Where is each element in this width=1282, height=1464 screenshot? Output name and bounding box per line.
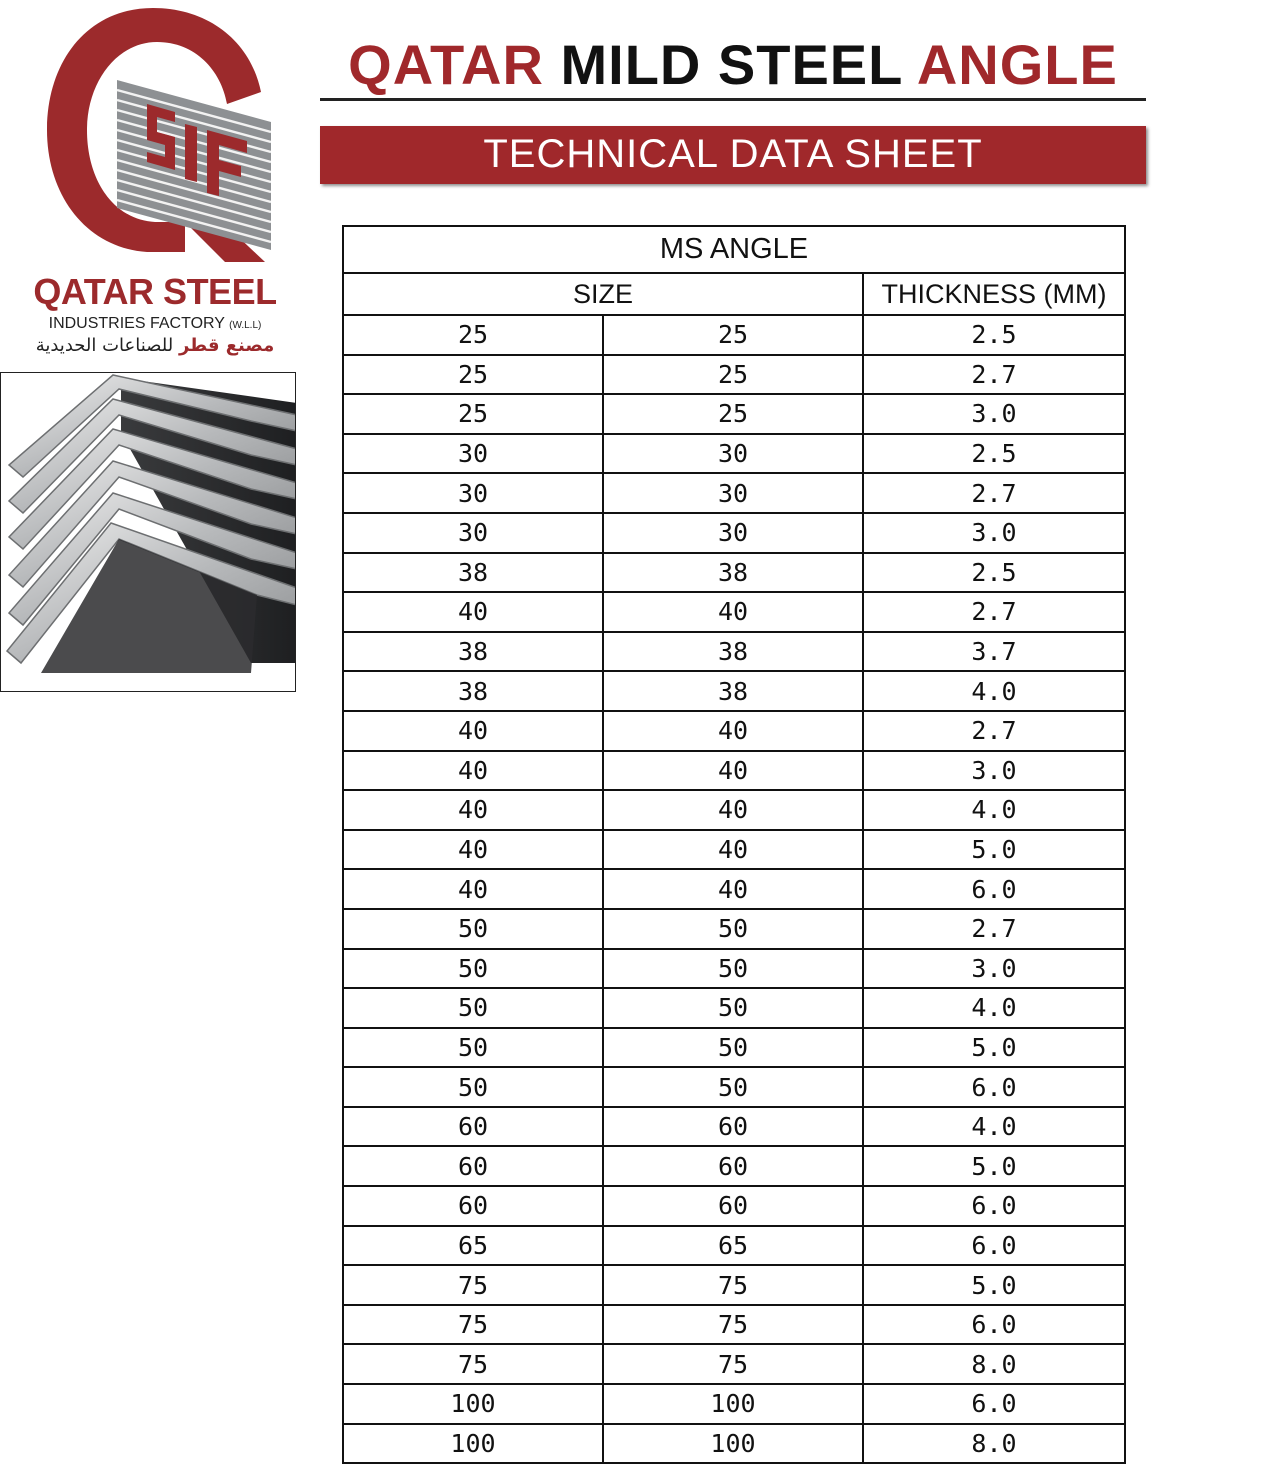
size-a-cell: 60 — [343, 1107, 603, 1147]
thickness-cell: 2.7 — [863, 355, 1125, 395]
size-a-cell: 50 — [343, 1067, 603, 1107]
table-row — [343, 909, 1125, 949]
thickness-cell: 5.0 — [863, 1146, 1125, 1186]
size-b-cell: 65 — [603, 1226, 863, 1266]
size-b-cell: 30 — [603, 513, 863, 553]
size-a-cell: 75 — [343, 1305, 603, 1345]
table-row — [343, 1265, 1125, 1305]
size-b-cell: 40 — [603, 790, 863, 830]
size-b-cell: 30 — [603, 473, 863, 513]
title-angle: ANGLE — [916, 33, 1118, 96]
table-row — [343, 1067, 1125, 1107]
table-row — [343, 949, 1125, 989]
ms-angle-spec-table — [342, 225, 1126, 1464]
thickness-cell: 3.0 — [863, 394, 1125, 434]
title-mild-steel: MILD STEEL — [560, 33, 903, 96]
table-row — [343, 355, 1125, 395]
size-b-cell: 40 — [603, 592, 863, 632]
thickness-cell: 3.0 — [863, 751, 1125, 791]
size-a-cell: 60 — [343, 1186, 603, 1226]
table-row — [343, 671, 1125, 711]
size-b-cell: 60 — [603, 1107, 863, 1147]
size-b-cell: 40 — [603, 711, 863, 751]
thickness-cell: 6.0 — [863, 869, 1125, 909]
size-a-cell: 38 — [343, 553, 603, 593]
size-a-cell: 40 — [343, 869, 603, 909]
size-b-cell: 75 — [603, 1305, 863, 1345]
thickness-cell: 6.0 — [863, 1067, 1125, 1107]
title-divider — [320, 98, 1146, 101]
thickness-cell: 6.0 — [863, 1226, 1125, 1266]
size-a-cell: 40 — [343, 751, 603, 791]
size-a-cell: 40 — [343, 830, 603, 870]
thickness-cell: 2.7 — [863, 473, 1125, 513]
size-b-cell: 38 — [603, 632, 863, 672]
thickness-cell: 2.5 — [863, 315, 1125, 355]
qsif-monogram-logo-icon — [35, 0, 285, 265]
size-b-cell: 38 — [603, 553, 863, 593]
size-b-cell: 50 — [603, 988, 863, 1028]
size-a-cell: 75 — [343, 1344, 603, 1384]
size-b-cell: 50 — [603, 949, 863, 989]
size-b-cell: 75 — [603, 1265, 863, 1305]
size-a-cell: 30 — [343, 473, 603, 513]
size-b-cell: 50 — [603, 909, 863, 949]
size-a-cell: 25 — [343, 315, 603, 355]
technical-data-sheet-banner: TECHNICAL DATA SHEET — [320, 126, 1146, 184]
table-row — [343, 394, 1125, 434]
table-row — [343, 869, 1125, 909]
size-a-cell: 75 — [343, 1265, 603, 1305]
table-row — [343, 513, 1125, 553]
size-b-cell: 25 — [603, 355, 863, 395]
size-a-cell: 50 — [343, 1028, 603, 1068]
size-b-cell: 50 — [603, 1067, 863, 1107]
size-a-cell: 50 — [343, 949, 603, 989]
thickness-cell: 2.5 — [863, 553, 1125, 593]
table-row — [343, 1424, 1125, 1464]
size-b-cell: 25 — [603, 394, 863, 434]
size-a-cell: 100 — [343, 1384, 603, 1424]
size-b-cell: 100 — [603, 1424, 863, 1464]
thickness-cell: 2.7 — [863, 909, 1125, 949]
size-b-cell: 30 — [603, 434, 863, 474]
thickness-cell: 2.5 — [863, 434, 1125, 474]
brand-legal-suffix: (W.L.L) — [229, 320, 262, 331]
thickness-cell: 3.0 — [863, 949, 1125, 989]
table-row — [343, 553, 1125, 593]
brand-name: QATAR STEEL — [33, 271, 277, 312]
size-column-header: SIZE — [343, 273, 863, 315]
size-a-cell: 38 — [343, 632, 603, 672]
thickness-cell: 4.0 — [863, 1107, 1125, 1147]
table-row — [343, 592, 1125, 632]
title-qatar: QATAR — [348, 33, 544, 96]
size-b-cell: 40 — [603, 869, 863, 909]
size-b-cell: 50 — [603, 1028, 863, 1068]
table-row — [343, 1226, 1125, 1266]
size-b-cell: 100 — [603, 1384, 863, 1424]
table-row — [343, 790, 1125, 830]
steel-angle-photo — [0, 372, 296, 692]
table-row — [343, 473, 1125, 513]
size-a-cell: 25 — [343, 355, 603, 395]
thickness-cell: 6.0 — [863, 1305, 1125, 1345]
thickness-cell: 3.0 — [863, 513, 1125, 553]
table-row — [343, 751, 1125, 791]
thickness-cell: 4.0 — [863, 988, 1125, 1028]
table-row — [343, 830, 1125, 870]
table-row — [343, 711, 1125, 751]
table-row — [343, 1384, 1125, 1424]
table-row — [343, 1344, 1125, 1384]
table-row — [343, 988, 1125, 1028]
size-a-cell: 25 — [343, 394, 603, 434]
size-a-cell: 30 — [343, 513, 603, 553]
table-row — [343, 1305, 1125, 1345]
brand-arabic-rest: للصناعات الحديدية — [35, 335, 174, 356]
page-title — [320, 30, 1146, 100]
size-b-cell: 40 — [603, 751, 863, 791]
size-a-cell: 40 — [343, 790, 603, 830]
thickness-cell: 8.0 — [863, 1344, 1125, 1384]
thickness-cell: 2.7 — [863, 711, 1125, 751]
brand-subtitle-text: INDUSTRIES FACTORY — [48, 315, 225, 332]
table-row — [343, 434, 1125, 474]
table-row — [343, 315, 1125, 355]
size-a-cell: 50 — [343, 988, 603, 1028]
thickness-cell: 3.7 — [863, 632, 1125, 672]
size-b-cell: 75 — [603, 1344, 863, 1384]
table-row — [343, 1107, 1125, 1147]
thickness-cell: 8.0 — [863, 1424, 1125, 1464]
table-row — [343, 632, 1125, 672]
thickness-cell: 5.0 — [863, 830, 1125, 870]
thickness-cell: 5.0 — [863, 1265, 1125, 1305]
size-b-cell: 25 — [603, 315, 863, 355]
size-b-cell: 40 — [603, 830, 863, 870]
brand-arabic-bold: مصنع قطر — [178, 335, 275, 356]
table-row — [343, 1146, 1125, 1186]
size-a-cell: 38 — [343, 671, 603, 711]
thickness-cell: 6.0 — [863, 1384, 1125, 1424]
table-row — [343, 1028, 1125, 1068]
size-a-cell: 30 — [343, 434, 603, 474]
brand-subtitle — [20, 314, 290, 336]
brand-arabic-name — [20, 334, 290, 358]
size-a-cell: 100 — [343, 1424, 603, 1464]
size-a-cell: 65 — [343, 1226, 603, 1266]
size-a-cell: 40 — [343, 592, 603, 632]
thickness-cell: 5.0 — [863, 1028, 1125, 1068]
thickness-cell: 6.0 — [863, 1186, 1125, 1226]
thickness-cell: 4.0 — [863, 671, 1125, 711]
table-body — [343, 315, 1125, 1463]
thickness-column-header: THICKNESS (MM) — [863, 273, 1125, 315]
table-caption: MS ANGLE — [343, 226, 1125, 273]
size-a-cell: 60 — [343, 1146, 603, 1186]
size-b-cell: 60 — [603, 1146, 863, 1186]
thickness-cell: 4.0 — [863, 790, 1125, 830]
size-a-cell: 40 — [343, 711, 603, 751]
size-a-cell: 50 — [343, 909, 603, 949]
size-b-cell: 60 — [603, 1186, 863, 1226]
size-b-cell: 38 — [603, 671, 863, 711]
company-logo — [20, 0, 290, 362]
table-row — [343, 1186, 1125, 1226]
thickness-cell: 2.7 — [863, 592, 1125, 632]
stacked-steel-angles-image-icon — [1, 373, 296, 692]
